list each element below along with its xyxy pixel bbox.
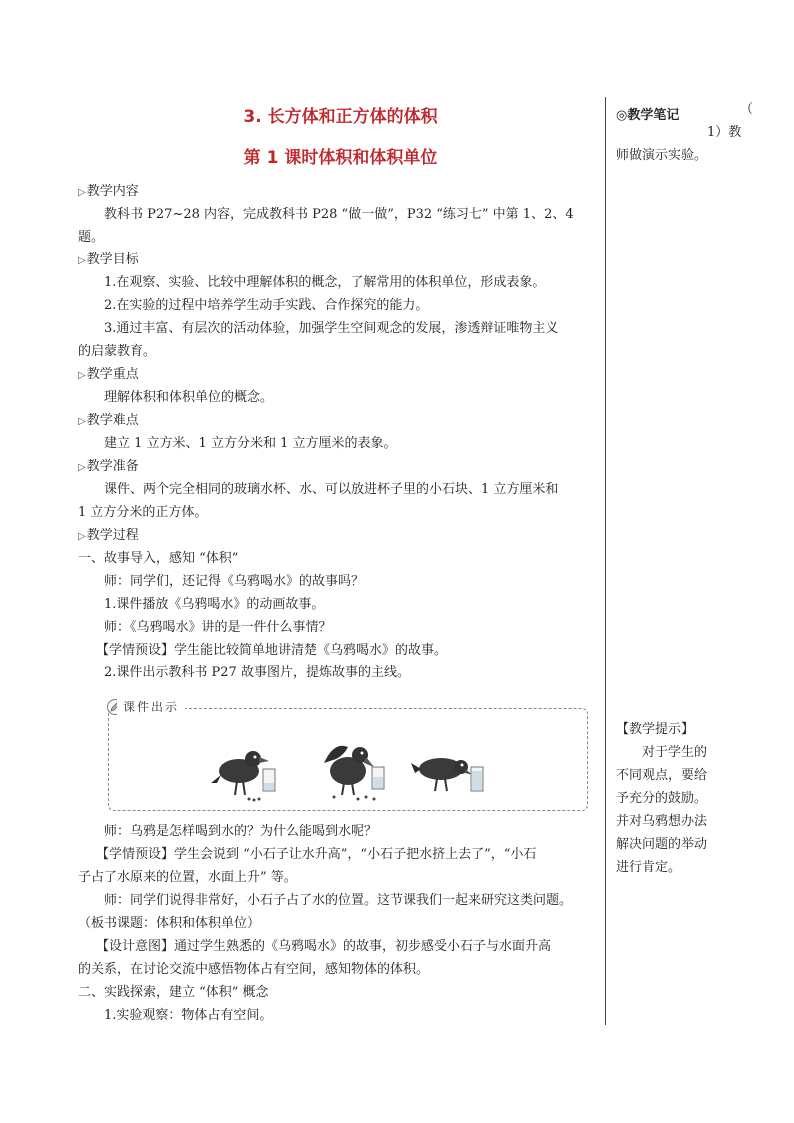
- courseware-label: 课件出示: [117, 698, 185, 715]
- step-2: 2.课件出示教科书 P27 故事图片，提炼故事的主线。: [104, 665, 410, 680]
- design-intent-cont: 的关系，在讨论交流中感悟物体占有空间，感知物体的体积。: [78, 962, 430, 977]
- goal-1: 1.在观察、实验、比较中理解体积的概念，了解常用的体积单位，形成表象。: [104, 275, 546, 290]
- teacher-line-3: 师：乌鸦是怎样喝到水的？为什么能喝到水呢？: [104, 824, 378, 839]
- teacher-line-1: 师：同学们，还记得《乌鸦喝水》的故事吗？: [104, 574, 365, 589]
- triangle-bullet-icon: ▷: [78, 462, 86, 473]
- student-prediction-2: 【学情预设】学生会说到 “小石子让水升高”，“小石子把水挤上去了”，“小石: [96, 847, 537, 862]
- crow-looking-at-glass-illustration: [209, 739, 281, 803]
- crow-dropping-pebbles-illustration: [314, 733, 394, 803]
- triangle-bullet-icon: ▷: [78, 416, 86, 427]
- blackboard-title-note: （板书课题：体积和体积单位）: [78, 916, 261, 931]
- design-intent: 【设计意图】通过学生熟悉的《乌鸦喝水》的故事，初步感受小石子与水面升高: [96, 939, 552, 954]
- goal-2: 2.在实验的过程中培养学生动手实践、合作探究的能力。: [104, 298, 429, 313]
- tips-line-4: 并对乌鸦想办法: [616, 814, 708, 829]
- crow-drinking-illustration: [409, 739, 489, 799]
- part-one-heading: 一、故事导入，感知 “体积”: [78, 551, 239, 566]
- section-heading-preparation: ▷教学准备: [78, 459, 139, 474]
- section-heading-process: ▷教学过程: [78, 528, 139, 543]
- content-text: 教科书 P27~28 内容，完成教科书 P28 “做一做”，P32 “练习七” 中第 1、2、4: [104, 207, 574, 222]
- preparation-text-cont: 1 立方分米的正方体。: [78, 505, 208, 520]
- tips-line-1: 对于学生的: [642, 745, 708, 760]
- triangle-bullet-icon: ▷: [78, 531, 86, 542]
- chapter-title: 3. 长方体和正方体的体积: [243, 107, 438, 127]
- key-point-text: 理解体积和体积单位的概念。: [104, 390, 274, 405]
- student-prediction-2-cont: 子占了水原来的位置，水面上升” 等。: [78, 870, 297, 885]
- tips-title: 【教学提示】: [616, 722, 695, 737]
- tips-line-5: 解决问题的举动: [616, 837, 708, 852]
- notes-line-1: 1）教: [707, 125, 742, 140]
- content-text-cont: 题。: [78, 230, 105, 245]
- section-heading-content: ▷教学内容: [78, 184, 139, 199]
- student-prediction-1: 【学情预设】学生能比较简单地讲清楚《乌鸦喝水》的故事。: [96, 643, 448, 658]
- notes-title: ◎教学笔记: [616, 108, 680, 123]
- tips-line-3: 予充分的鼓励。: [616, 791, 708, 806]
- section-heading-difficulties: ▷教学难点: [78, 413, 139, 428]
- section-heading-goals: ▷教学目标: [78, 252, 139, 267]
- triangle-bullet-icon: ▷: [78, 370, 86, 381]
- preparation-text: 课件、两个完全相同的玻璃水杯、水、可以放进杯子里的小石块、1 立方厘米和: [104, 482, 559, 497]
- notes-paren: （: [740, 102, 754, 117]
- goal-3: 3.通过丰富、有层次的活动体验，加强学生空间观念的发展，渗透辩证唯物主义: [104, 321, 559, 336]
- tips-line-6: 进行肯定。: [616, 860, 682, 875]
- courseware-box: [108, 700, 588, 811]
- goal-3-cont: 的启蒙教育。: [78, 344, 157, 359]
- part-two-heading: 二、实践探索，建立 “体积” 概念: [78, 985, 269, 1000]
- step-experiment: 1.实验观察：物体占有空间。: [104, 1008, 273, 1023]
- section-heading-key-points: ▷教学重点: [78, 367, 139, 382]
- notes-line-2: 师做演示实验。: [616, 148, 708, 163]
- triangle-bullet-icon: ▷: [78, 187, 86, 198]
- difficulty-text: 建立 1 立方米、1 立方分米和 1 立方厘米的表象。: [104, 436, 397, 451]
- teacher-line-4: 师：同学们说得非常好，小石子占了水的位置。这节课我们一起来研究这类问题。: [104, 893, 573, 908]
- triangle-bullet-icon: ▷: [78, 255, 86, 266]
- margin-divider: [605, 97, 606, 1025]
- step-1: 1.课件播放《乌鸦喝水》的动画故事。: [104, 597, 325, 612]
- lesson-title: 第 1 课时体积和体积单位: [243, 148, 438, 168]
- teacher-line-2: 师：《乌鸦喝水》讲的是一件什么事情？: [104, 620, 332, 635]
- tips-line-2: 不同观点，要给: [616, 768, 708, 783]
